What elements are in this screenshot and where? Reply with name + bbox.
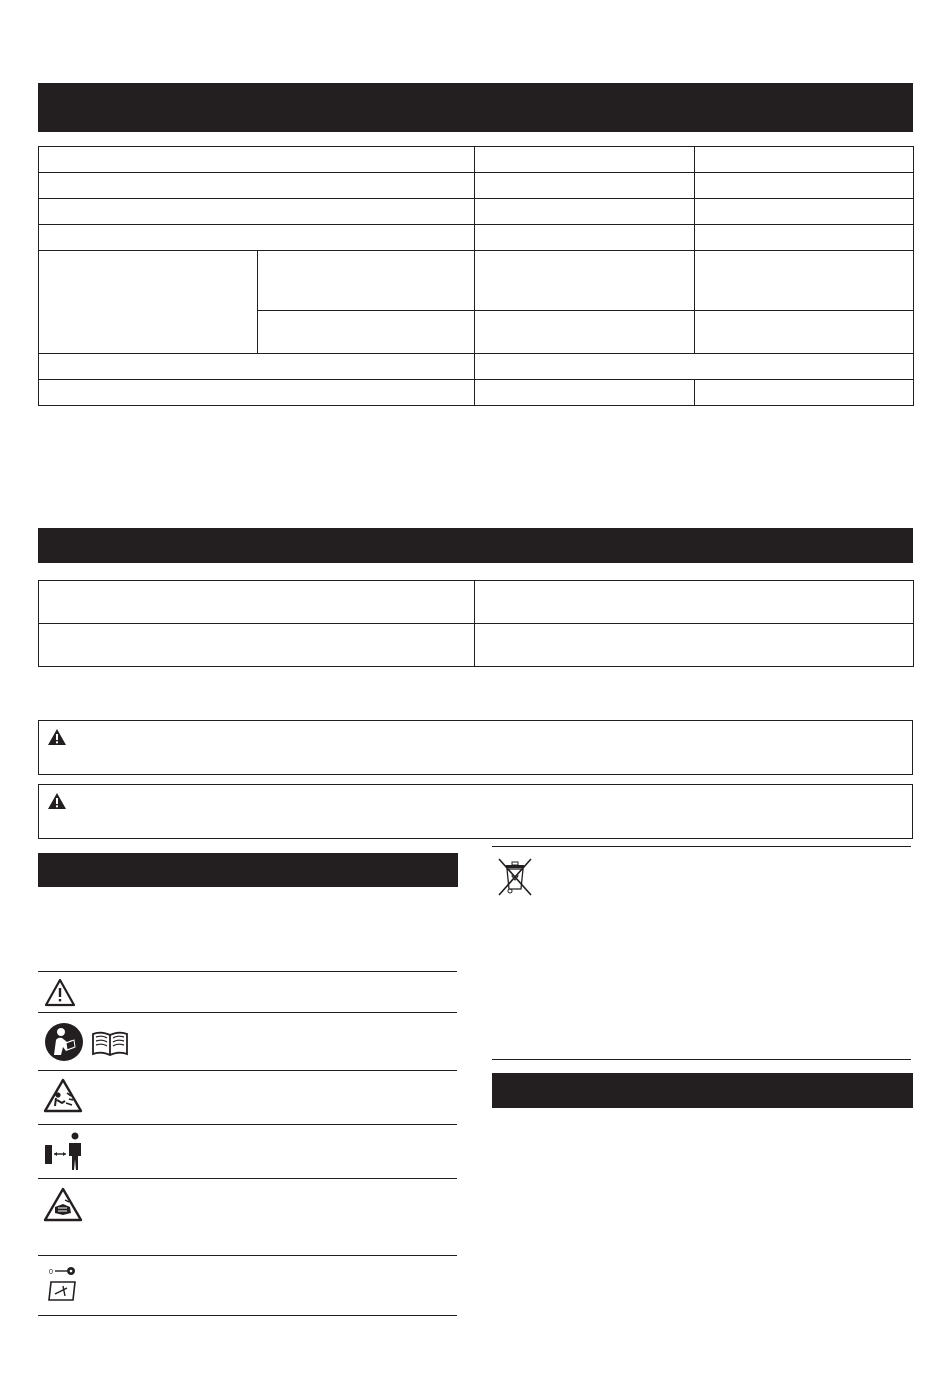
divider — [38, 1012, 457, 1013]
table-cell — [475, 225, 695, 251]
table-row — [39, 354, 914, 380]
divider — [38, 1178, 457, 1179]
remove-key-maintenance-icon — [47, 1265, 81, 1303]
table-row — [39, 147, 914, 173]
table-row — [39, 251, 914, 311]
table-cell — [695, 199, 914, 225]
table-cell — [695, 380, 914, 406]
vibration-table — [38, 580, 914, 667]
section-header-symbols — [38, 853, 458, 887]
table-cell — [475, 199, 695, 225]
read-manual-icon — [44, 1022, 84, 1062]
section-header-specifications — [38, 83, 913, 132]
warning-box — [38, 784, 913, 839]
section-header-intended-use — [492, 1073, 913, 1108]
table-row — [39, 380, 914, 406]
table-cell — [39, 251, 258, 354]
svg-text:0: 0 — [49, 1269, 53, 1276]
table-cell — [695, 225, 914, 251]
table-cell — [39, 380, 475, 406]
table-row — [39, 581, 914, 624]
table-cell — [39, 199, 475, 225]
table-cell — [39, 147, 475, 173]
table-cell — [39, 173, 475, 199]
table-cell — [475, 581, 914, 624]
section-header-noise-vibration — [38, 528, 913, 563]
divider — [38, 1255, 457, 1256]
table-cell — [475, 147, 695, 173]
crossed-bin-icon — [497, 857, 533, 897]
warning-triangle-icon — [47, 792, 67, 810]
table-row — [39, 624, 914, 667]
warning-box — [38, 720, 913, 775]
table-cell — [475, 380, 695, 406]
flying-debris-icon — [43, 1078, 83, 1113]
table-cell — [475, 624, 914, 667]
warning-triangle-icon — [47, 728, 67, 746]
table-cell — [258, 251, 475, 311]
caution-triangle-icon — [44, 978, 76, 1007]
table-row — [39, 199, 914, 225]
divider — [38, 1070, 457, 1071]
table-cell — [39, 624, 475, 667]
table-cell — [475, 173, 695, 199]
table-row — [39, 225, 914, 251]
table-row — [39, 173, 914, 199]
table-cell — [258, 311, 475, 354]
divider — [492, 846, 911, 847]
table-cell — [695, 311, 914, 354]
rotating-blade-hazard-icon — [43, 1187, 83, 1222]
keep-distance-icon — [43, 1131, 87, 1171]
table-cell — [695, 251, 914, 311]
table-cell — [39, 354, 475, 380]
divider — [38, 971, 457, 972]
table-cell — [695, 173, 914, 199]
table-cell — [695, 147, 914, 173]
table-cell — [475, 311, 695, 354]
table-cell — [475, 251, 695, 311]
table-cell — [475, 354, 914, 380]
specification-table — [38, 146, 914, 406]
open-book-icon — [91, 1030, 129, 1058]
divider — [38, 1124, 457, 1125]
divider — [492, 1059, 911, 1060]
divider — [38, 1315, 457, 1316]
table-cell — [39, 581, 475, 624]
table-cell — [39, 225, 475, 251]
